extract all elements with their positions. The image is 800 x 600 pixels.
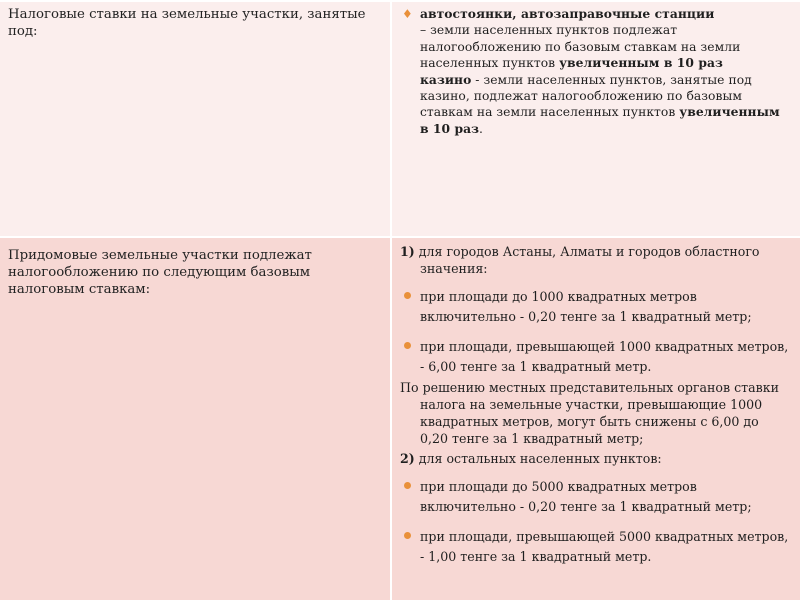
item-title: казино	[420, 71, 472, 87]
bullet-icon	[404, 342, 411, 349]
list-item	[400, 337, 790, 377]
bullet-icon	[404, 292, 411, 299]
cell-text: Придомовые земельные участки подлежат налогообложению по следующим базовым налоговым ставкам:	[8, 248, 312, 297]
list-item	[400, 287, 790, 327]
item-emphasis: увеличенным в 10 раз	[559, 55, 723, 71]
list-item	[400, 72, 790, 138]
item-number: 1)	[400, 244, 415, 259]
bullet-icon: ♦	[402, 7, 413, 21]
item-title: автостоянки, автозаправочные станции	[420, 6, 715, 21]
note-paragraph: По решению местных представительных органов ставки налога на земельные участки, превышающие 1000 квадратных метров, могут быть снижены с 6,00 до 0,20 тенге за 1 квадратный метр;	[400, 380, 779, 446]
table-row	[0, 0, 800, 239]
item-text: при площади, превышающей 5000 квадратных метров, - 1,00 тенге за 1 квадратный метр.	[420, 529, 789, 564]
numbered-item	[400, 243, 790, 277]
item-end: .	[479, 121, 484, 136]
table-row	[0, 237, 800, 600]
item-text: при площади до 1000 квадратных метров включительно - 0,20 тенге за 1 квадратный метр;	[420, 289, 752, 324]
bullet-icon	[404, 532, 411, 539]
table-cell-left	[0, 2, 390, 239]
list-item	[400, 477, 790, 517]
column-divider	[390, 0, 392, 600]
row-divider	[0, 236, 800, 238]
item-text: - земли населенных пунктов, занятые под казино, подлежат налогообложению по базовым ставкам на земли населенных пунктов	[420, 72, 752, 120]
item-text: при площади до 5000 квадратных метров включительно - 0,20 тенге за 1 квадратный метр;	[420, 479, 752, 514]
cell-text: Налоговые ставки на земельные участки, занятые под:	[8, 7, 366, 39]
numbered-item	[400, 450, 790, 467]
table-cell-right	[392, 2, 800, 239]
item-text: для городов Астаны, Алматы и городов областного значения:	[414, 244, 760, 276]
list-item	[400, 6, 790, 22]
list-item	[400, 527, 790, 567]
item-description	[400, 22, 790, 71]
table-cell-left	[0, 237, 390, 600]
item-emphasis: увеличенным в 10 раз	[420, 104, 780, 136]
item-number: 2)	[400, 451, 415, 466]
item-text: для остальных населенных пунктов:	[414, 451, 662, 466]
item-text: при площади, превышающей 1000 квадратных метров, - 6,00 тенге за 1 квадратный метр.	[420, 339, 789, 374]
table-cell-right	[392, 237, 800, 600]
item-text: – земли населенных пунктов подлежат налогообложению по базовым ставкам на земли населенных пунктов	[420, 23, 741, 71]
bullet-icon	[404, 482, 411, 489]
